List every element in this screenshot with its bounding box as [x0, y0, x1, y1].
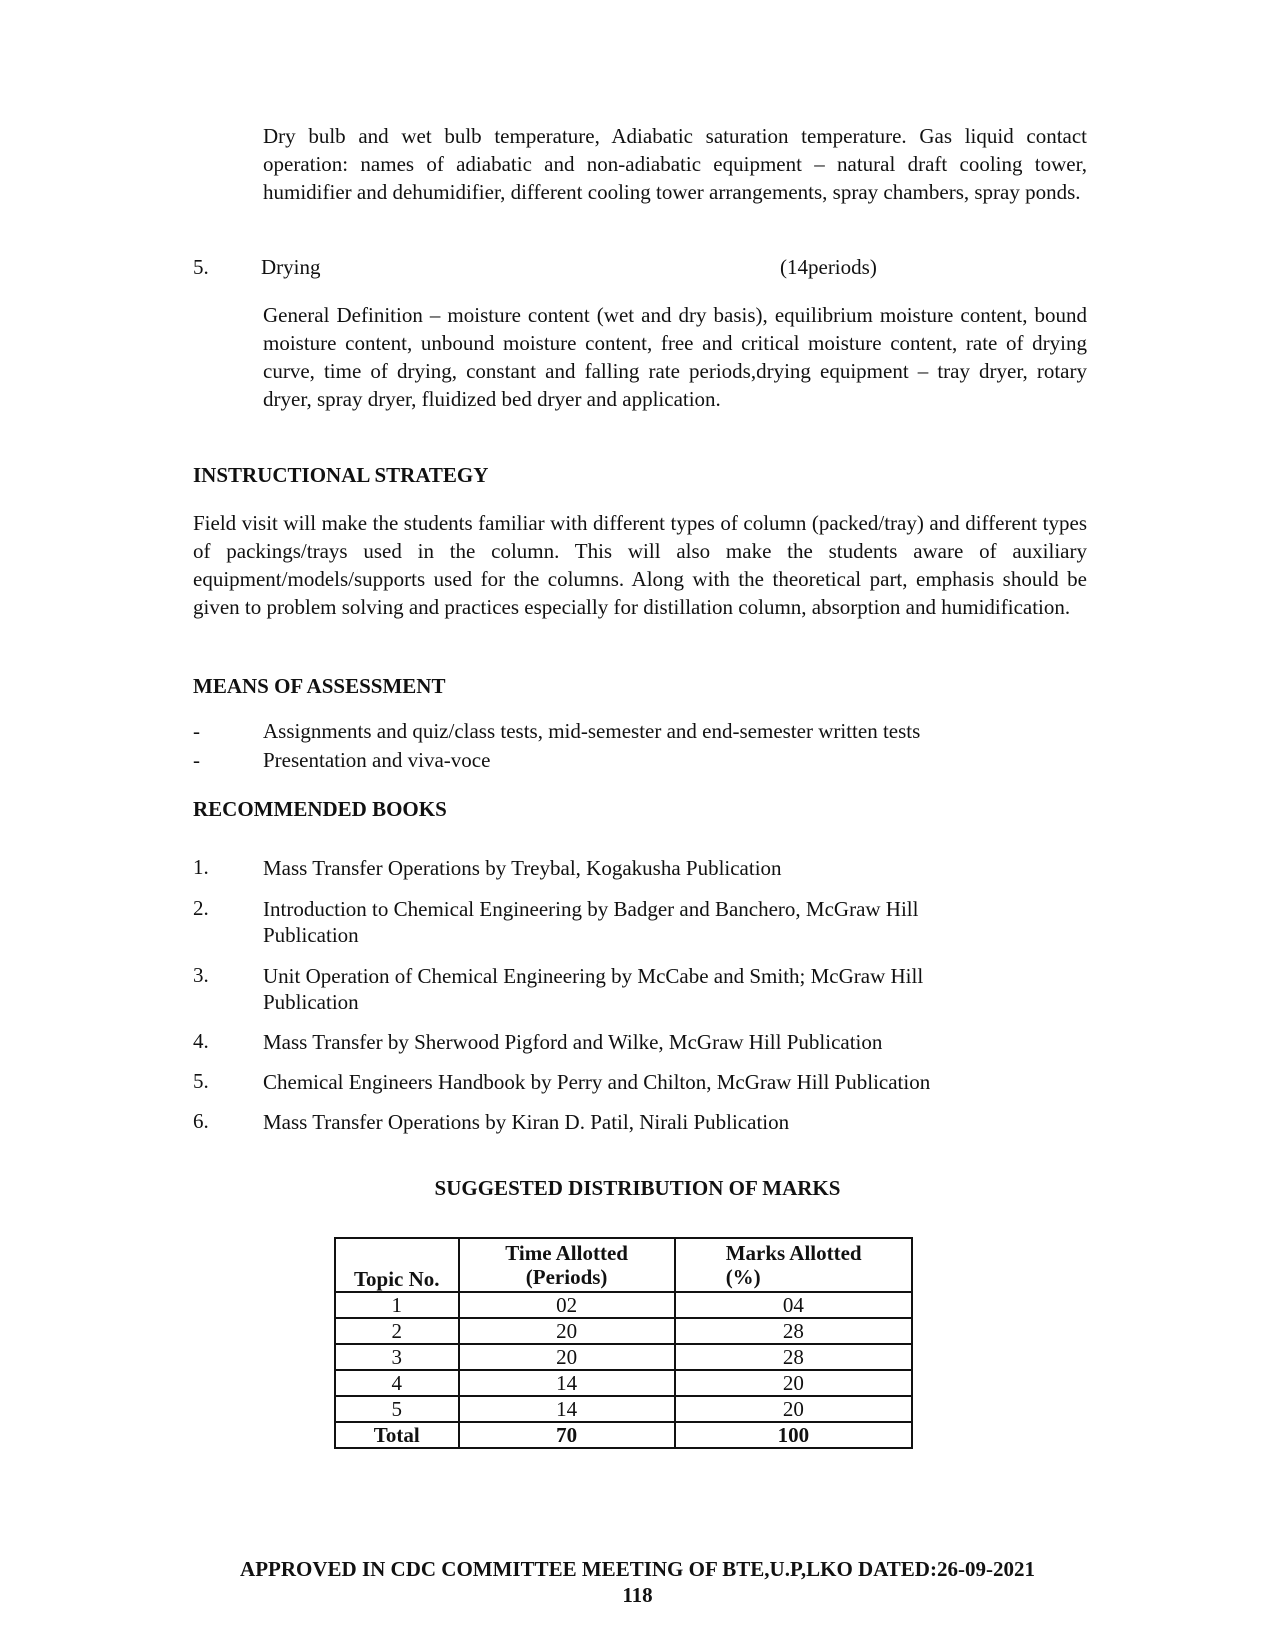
book-title-line: Mass Transfer Operations by Kiran D. Patil, Nirali Publication [263, 1110, 790, 1134]
header-topic-no: Topic No. [335, 1238, 459, 1292]
book-entry [263, 855, 782, 881]
book-title-line: Mass Transfer by Sherwood Pigford and Wilke, McGraw Hill Publication [263, 1030, 883, 1054]
cell-marks: 20 [675, 1370, 912, 1396]
table-row [335, 1344, 912, 1370]
table-row [335, 1292, 912, 1318]
cell-total-marks: 100 [675, 1422, 912, 1448]
book-title-line: Publication [263, 923, 359, 947]
cell-marks: 20 [675, 1396, 912, 1422]
cell-time: 14 [459, 1370, 675, 1396]
book-entry [263, 896, 918, 948]
assessment-item: Assignments and quiz/class tests, mid-semester and end-semester written tests [263, 719, 921, 743]
book-title-line: Chemical Engineers Handbook by Perry and Chilton, McGraw Hill Publication [263, 1070, 931, 1094]
cell-topic: 3 [335, 1344, 459, 1370]
assessment-heading: MEANS OF ASSESSMENT [193, 674, 446, 698]
assessment-bullet: - [193, 719, 200, 743]
table-total-row [335, 1422, 912, 1448]
table-row [335, 1318, 912, 1344]
cell-topic: 2 [335, 1318, 459, 1344]
book-number: 5. [193, 1069, 209, 1093]
page-number: 118 [622, 1583, 653, 1607]
cell-topic: 5 [335, 1396, 459, 1422]
book-number: 2. [193, 896, 209, 920]
cell-marks: 28 [675, 1344, 912, 1370]
assessment-item: Presentation and viva-voce [263, 748, 491, 772]
cell-time: 02 [459, 1292, 675, 1318]
table-header-row [335, 1238, 912, 1292]
book-title-line: Mass Transfer Operations by Treybal, Kogakusha Publication [263, 856, 782, 880]
marks-distribution-table [334, 1237, 913, 1449]
cell-time: 20 [459, 1344, 675, 1370]
cell-time: 14 [459, 1396, 675, 1422]
unit-number: 5. [193, 255, 209, 279]
approval-footer: APPROVED IN CDC COMMITTEE MEETING OF BTE,U.P,LKO DATED:26-09-2021 [240, 1557, 1035, 1581]
cell-topic: 4 [335, 1370, 459, 1396]
unit-periods: (14periods) [780, 255, 877, 279]
book-title-line: Unit Operation of Chemical Engineering by McCabe and Smith; McGraw Hill [263, 964, 924, 988]
cell-total-time: 70 [459, 1422, 675, 1448]
assessment-bullet: - [193, 748, 200, 772]
book-entry [263, 963, 923, 1015]
header-time-allotted: Time Allotted (Periods) [459, 1238, 675, 1292]
table-row [335, 1396, 912, 1422]
cell-time: 20 [459, 1318, 675, 1344]
unit-body: General Definition – moisture content (wet and dry basis), equilibrium moisture content, bound moisture content, unbound moisture content, free and critical moisture content, rate of drying curve, time of drying, constant and falling rate periods,drying equipment – tray dryer, rotary dryer, spray dryer, fluidized bed dryer and application. [263, 303, 1087, 411]
cell-marks: 04 [675, 1292, 912, 1318]
book-title-line: Publication [263, 990, 359, 1014]
cell-topic: 1 [335, 1292, 459, 1318]
book-number: 1. [193, 855, 209, 879]
table-row [335, 1370, 912, 1396]
header-marks-allotted: Marks Allotted (%) [675, 1238, 912, 1292]
book-entry [263, 1029, 882, 1055]
unit-title: Drying [261, 255, 321, 279]
book-number: 6. [193, 1109, 209, 1133]
instructional-strategy-heading: INSTRUCTIONAL STRATEGY [193, 463, 489, 487]
book-number: 4. [193, 1029, 209, 1053]
cell-total-label: Total [335, 1422, 459, 1448]
book-entry [263, 1069, 930, 1095]
recommended-books-heading: RECOMMENDED BOOKS [193, 797, 447, 821]
intro-paragraph: Dry bulb and wet bulb temperature, Adiabatic saturation temperature. Gas liquid contact operation: names of adiabatic and non-adiabatic equipment – natural draft cooling tower, humidifier and dehumidifier, different cooling tower arrangements, spray chambers, spray ponds. [263, 124, 1087, 204]
cell-marks: 28 [675, 1318, 912, 1344]
distribution-heading: SUGGESTED DISTRIBUTION OF MARKS [434, 1176, 841, 1200]
instructional-strategy-body: Field visit will make the students familiar with different types of column (packed/tray) and different types of packings/trays used in the column. This will also make the students aware of auxiliary equipment/models/supports used for the columns. Along with the theoretical part, emphasis should be given to problem solving and practices especially for distillation column, absorption and humidification. [193, 511, 1087, 619]
book-number: 3. [193, 963, 209, 987]
book-title-line: Introduction to Chemical Engineering by Badger and Banchero, McGraw Hill [263, 897, 919, 921]
book-entry [263, 1109, 789, 1135]
